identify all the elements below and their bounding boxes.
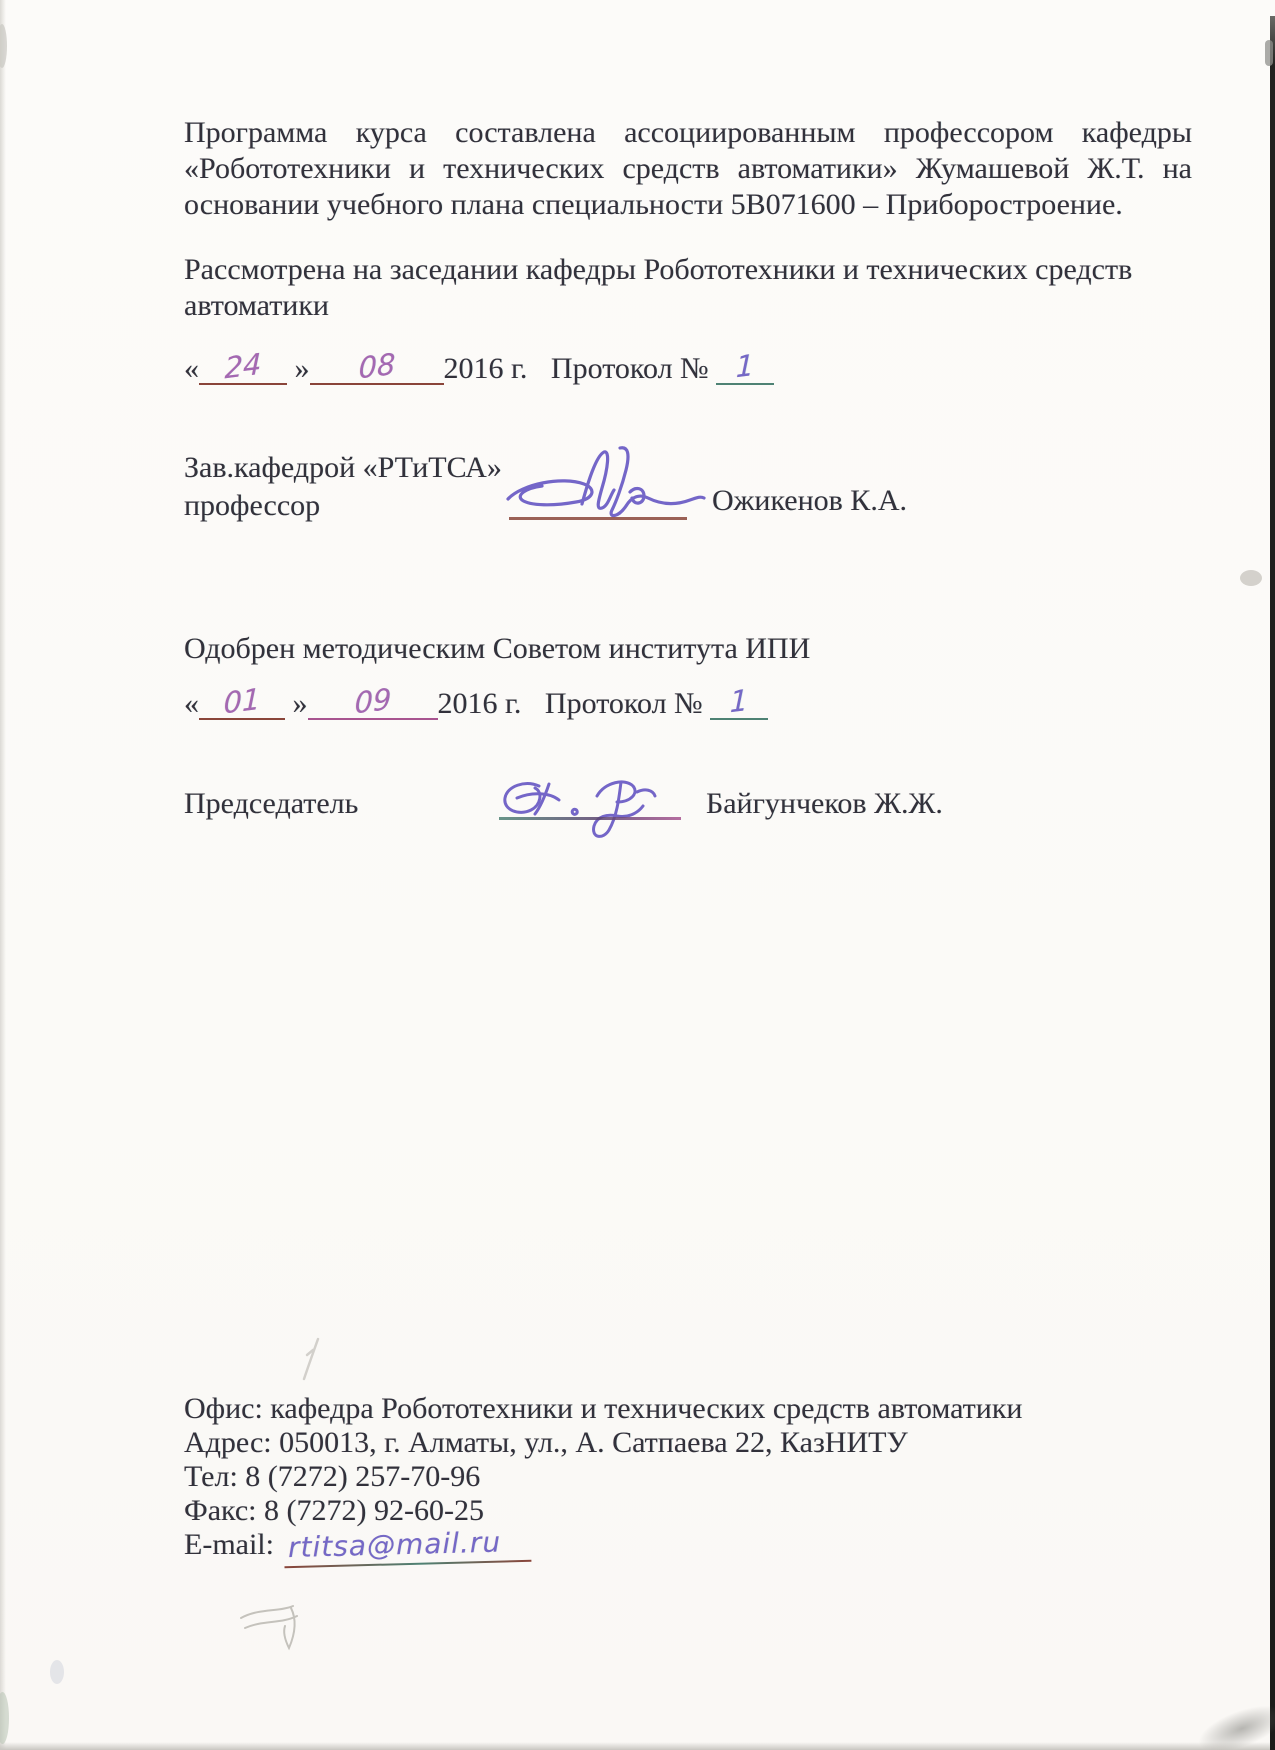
smudge-bottom-left — [0, 1692, 9, 1744]
open-quote-2: « — [184, 687, 199, 720]
protocol-number-blank — [716, 347, 774, 385]
handwritten-month: 08 — [357, 346, 396, 386]
intro-line-3: основании учебного плана специальности 5В071600 – Приборостроение. — [184, 188, 1123, 221]
contacts-block — [184, 1392, 1022, 1565]
scan-edge-right — [1270, 16, 1275, 1750]
contact-office: Офис: кафедра Робототехники и технических средств автоматики — [184, 1392, 1023, 1425]
month-blank — [310, 346, 444, 386]
smudge-faint-dot — [50, 1660, 64, 1684]
scan-edge-bottom — [0, 1742, 1275, 1750]
head-title: Зав.кафедрой «РТиТСА» — [184, 451, 502, 484]
approved-paragraph: Одобрен методическим Советом института ИПИ — [184, 632, 811, 665]
year-label-2: 2016 г. — [437, 687, 522, 720]
considered-paragraph — [184, 252, 1192, 324]
chairman-name: Байгунчеков Ж.Ж. — [706, 787, 943, 820]
pencil-scribble-mark — [235, 1598, 315, 1654]
intro-line-1: Программа курса составлена ассоциированным профессором кафедры — [184, 116, 1192, 149]
close-quote: » — [294, 352, 310, 385]
day-blank-2 — [199, 681, 285, 721]
month-blank-2 — [308, 681, 438, 721]
protocol-number-blank-2 — [710, 682, 768, 720]
scan-edge-smudge — [1265, 40, 1273, 66]
handwritten-day: 24 — [224, 346, 262, 386]
intro-paragraph — [184, 115, 1192, 223]
intro-line-2: «Робототехники и технических средств автоматики» Жумашевой Ж.Т. на — [184, 152, 1192, 185]
protocol-label: Протокол № — [550, 352, 709, 385]
chairman-signature-line — [499, 817, 681, 820]
handwritten-day-2: 01 — [223, 681, 261, 721]
ozhikenov-signature — [502, 444, 707, 522]
contact-fax: Факс: 8 (7272) 92-60-25 — [184, 1494, 484, 1527]
head-titles — [184, 449, 502, 525]
council-protocol-line — [184, 681, 768, 722]
head-rank: профессор — [184, 489, 321, 522]
head-name: Ожикенов К.А. — [712, 484, 907, 517]
smudge-right-middle — [1240, 570, 1262, 586]
handwritten-email: rtitsa@mail.ru — [284, 1525, 532, 1568]
contact-address: Адрес: 050013, г. Алматы, ул., А. Сатпаева 22, КазНИТУ — [184, 1426, 908, 1459]
close-quote-2: » — [292, 687, 308, 720]
open-quote: « — [184, 352, 199, 385]
handwritten-protocol-number: 1 — [735, 347, 755, 385]
scan-edge-left — [0, 0, 6, 1750]
handwritten-protocol-number-2: 1 — [729, 682, 749, 720]
day-blank — [199, 346, 287, 386]
protocol-label-2: Протокол № — [544, 687, 703, 720]
head-signature-line — [509, 517, 687, 520]
pencil-slash-mark — [300, 1335, 324, 1383]
considered-line-1: Рассмотрена на заседании кафедры Робототехники и технических средств — [184, 253, 1133, 286]
baigunchekov-signature — [497, 776, 672, 842]
chairman-title: Председатель — [184, 787, 359, 820]
department-protocol-line — [184, 346, 774, 387]
handwritten-month-2: 09 — [353, 681, 392, 721]
considered-line-2: автоматики — [184, 289, 329, 322]
contact-email-line — [184, 1525, 1022, 1565]
email-label: E-mail: — [184, 1528, 274, 1561]
contact-phone: Тел: 8 (7272) 257-70-96 — [184, 1460, 481, 1493]
year-label: 2016 г. — [443, 352, 528, 385]
